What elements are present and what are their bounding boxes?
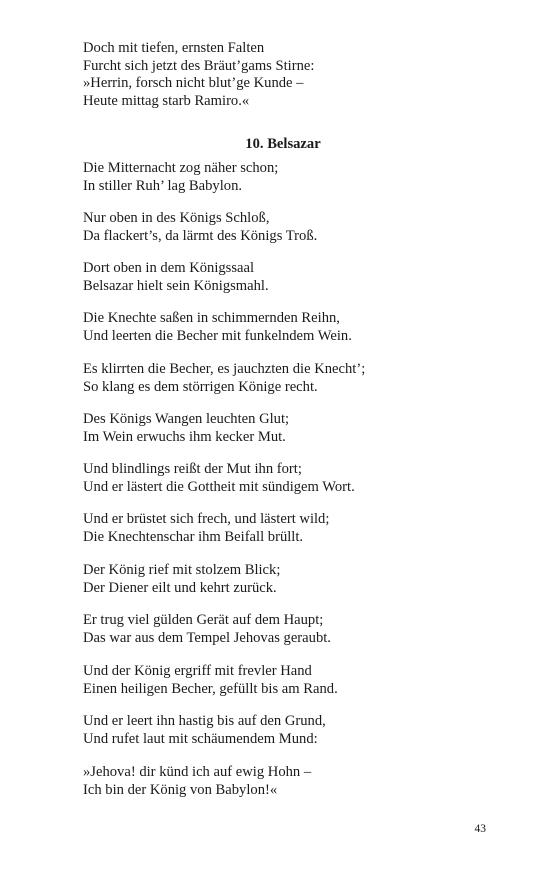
verse-line: »Jehova! dir künd ich auf ewig Hohn –	[83, 764, 312, 780]
verse-line: Der König rief mit stolzem Blick;	[83, 562, 281, 578]
stanza	[83, 511, 503, 546]
verse-line: Die Mitternacht zog näher schon;	[83, 160, 279, 176]
stanza	[83, 612, 503, 647]
verse-line: So klang es dem störrigen Könige recht.	[83, 378, 318, 395]
verse-line: Ich bin der König von Babylon!«	[83, 781, 278, 798]
verse-line: Und er lästert die Gottheit mit sündigem Wort.	[83, 478, 355, 495]
verse-line: Da flackert’s, da lärmt des Königs Troß.	[83, 227, 318, 244]
stanza	[83, 160, 503, 195]
verse-line: Der Diener eilt und kehrt zurück.	[83, 579, 277, 596]
verse-line: Belsazar hielt sein Königsmahl.	[83, 277, 269, 294]
verse-line: Einen heiligen Becher, gefüllt bis am Rand.	[83, 680, 338, 697]
previous-poem-stanza	[83, 40, 503, 110]
verse-line: Das war aus dem Tempel Jehovas geraubt.	[83, 629, 331, 646]
verse-line: Doch mit tiefen, ernsten Falten	[83, 40, 265, 56]
verse-line: Und leerten die Becher mit funkelndem Wein.	[83, 327, 352, 344]
stanza	[83, 562, 503, 597]
stanza	[83, 764, 503, 799]
verse-line: Dort oben in dem Königssaal	[83, 260, 255, 276]
verse-line: Die Knechte saßen in schimmernden Reihn,	[83, 310, 340, 326]
verse-line: Es klirrten die Becher, es jauchzten die Knecht’;	[83, 361, 366, 377]
verse-line: »Herrin, forsch nicht blut’ge Kunde –	[83, 75, 304, 91]
stanza	[83, 461, 503, 496]
verse-line: Und der König ergriff mit frevler Hand	[83, 663, 312, 679]
stanza	[83, 663, 503, 698]
verse-line: Die Knechtenschar ihm Beifall brüllt.	[83, 528, 304, 545]
verse-line: Und er brüstet sich frech, und lästert wild;	[83, 511, 330, 527]
stanza	[83, 361, 503, 396]
verse-line: Und er leert ihn hastig bis auf den Grund,	[83, 713, 326, 729]
verse-line: Und blindlings reißt der Mut ihn fort;	[83, 461, 302, 477]
verse-line: Nur oben in des Königs Schloß,	[83, 210, 270, 226]
stanza	[83, 210, 503, 245]
verse-line: Er trug viel gülden Gerät auf dem Haupt;	[83, 612, 324, 628]
verse-line: Im Wein erwuchs ihm kecker Mut.	[83, 428, 286, 445]
poem-title: 10. Belsazar	[245, 136, 321, 152]
verse-line: In stiller Ruh’ lag Babylon.	[83, 177, 243, 194]
stanza	[83, 411, 503, 446]
stanza	[83, 260, 503, 295]
verse-line: Furcht sich jetzt des Bräut’gams Stirne:	[83, 57, 315, 74]
verse-line: Und rufet laut mit schäumendem Mund:	[83, 730, 318, 747]
page-number: 43	[474, 823, 486, 835]
verse-line: Des Königs Wangen leuchten Glut;	[83, 411, 290, 427]
verse-line: Heute mittag starb Ramiro.«	[83, 92, 250, 109]
stanza	[83, 310, 503, 345]
stanza	[83, 713, 503, 748]
